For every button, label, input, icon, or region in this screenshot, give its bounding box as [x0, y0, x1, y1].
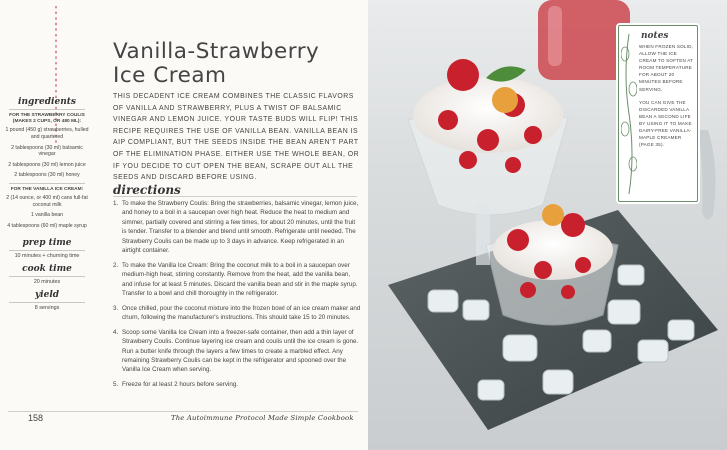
golden-berry-small [542, 204, 564, 226]
ingredient-item: 2 tablespoons (30 ml) honey [14, 172, 80, 179]
mint-leaf [486, 66, 526, 81]
step-number: 4. [113, 328, 119, 336]
step-text: Scoop some Vanilla Ice Cream into a freezer-safe container, then add a thin layer of Strawberry Coulis. Continue layering ice cream and coulis until the ice cream is gone. Run a butter knife through the layers a few times to create a marbled effect. Any remaining Strawberry Coulis can be kept in the refrigerator and spooned over the Vanilla Ice Cream when serving. [122, 328, 359, 374]
cook-time-value: 20 minutes [33, 278, 61, 285]
step-number: 3. [113, 304, 119, 312]
recipe-intro: THIS DECADENT ICE CREAM COMBINES THE CLASSIC FLAVORS OF VANILLA AND STRAWBERRY, PLUS A TWIST OF BALSAMIC VINEGAR AND LEMON JUICE. YOUR TASTE BUDS WILL FLIP! THIS RECIPE REQUIRES THE USE OF VANILLA BEAN. VANILLA BEAN IS AIP COMPLIANT, BUT THE SEEDS INSIDE THE BEAN AREN'T PART OF THE ELIMINATION PHASE. EITHER USE THE WHOLE BEAN, OR IF YOU DECIDE TO CUT OPEN THE BEAN, SCRAPE OUT ALL THE SEEDS AND DISCARD BEFORE USING. [113, 93, 360, 182]
cook-divider [9, 276, 85, 277]
recipe-title-line2: Ice Cream [113, 63, 227, 88]
jar-highlight [548, 6, 562, 66]
vine-icon [621, 34, 637, 194]
recipe-title [113, 40, 358, 88]
yield-label: yield [34, 289, 60, 300]
golden-berry [492, 87, 518, 113]
ingredient-item: 2 tablespoons (30 ml) balsamic vinegar [11, 144, 83, 158]
step-text: To make the Vanilla Ice Cream: Bring the coconut milk to a boil in a saucepan over medium-high heat, stirring constantly. Remove from the heat, add the vanilla bean, and infuse for at least 5 minutes. Discard the vanilla bean and stir in the maple syrup. Transfer to a bowl and chill thoroughly in the refrigerator. [122, 261, 358, 297]
direction-step [113, 328, 361, 375]
prep-time-value: 10 minutes + churning time [14, 252, 80, 259]
footer-divider [8, 411, 358, 412]
recipe-title-line1: Vanilla-Strawberry [113, 39, 320, 64]
ingredient-item: 2 (14 ounce, or 400 ml) cans full-fat coconut milk [6, 195, 88, 208]
ingredients-divider [9, 183, 85, 184]
glass-stem-large [476, 205, 490, 265]
directions-list [113, 199, 361, 395]
directions-heading: directions [113, 183, 181, 197]
ingredients-divider [9, 109, 85, 110]
icecream-subheading: FOR THE VANILLA ICE CREAM: [10, 186, 84, 192]
prep-divider [9, 250, 85, 251]
ingredients-heading: ingredients [18, 97, 76, 107]
notes-content [639, 43, 694, 154]
ingredient-item: 1 vanilla bean [30, 212, 63, 219]
notes-box [618, 25, 698, 202]
ingredient-item: 4 tablespoons (60 ml) maple syrup [7, 222, 87, 229]
ingredient-item: 2 tablespoons (30 ml) lemon juice [8, 161, 86, 168]
step-text: Freeze for at least 2 hours before serving. [122, 381, 239, 389]
page-number: 158 [28, 413, 44, 423]
ingredient-item: 1 pound (450 g) strawberries, hulled and quartered [5, 127, 89, 140]
direction-step [113, 199, 361, 255]
direction-step [113, 304, 361, 323]
ingredients-sidebar [3, 97, 91, 316]
yield-divider [9, 302, 85, 303]
direction-step [113, 261, 361, 299]
step-number: 1. [113, 200, 119, 207]
step-text: To make the Strawberry Coulis: Bring the strawberries, balsamic vinegar, lemon juice, and honey to a boil in a saucepan over high heat. Reduce the heat to medium and simmer, partially covered and stirring a few times, for about 20 minutes, until the fruit is tender. Transfer to a blender and blend until smooth. Refrigerate until needed. The Strawberry Coulis can be made up to 3 days in advance. Keep refrigerated in an airtight container. [122, 200, 359, 255]
step-text: Once chilled, pour the coconut mixture into the frozen bowl of an ice cream maker and churn, following the manufacturer's instructions. This should take 15 to 20 minutes. [122, 304, 361, 322]
direction-step [113, 380, 361, 389]
note-paragraph: WHEN FROZEN SOLID, ALLOW THE ICE CREAM TO SOFTEN AT ROOM TEMPERATURE FOR ABOUT 20 MINUTES BEFORE SERVING. [639, 44, 694, 92]
yield-value: 8 servings [34, 304, 60, 311]
directions-divider [113, 196, 357, 197]
ice-cream-scoop-small [493, 220, 613, 280]
cook-time-label: cook time [22, 263, 72, 274]
spoon-shape [698, 130, 716, 219]
running-title: The Autoimmune Protocol Made Simple Cookbook [171, 414, 354, 422]
notes-heading: notes [641, 31, 669, 41]
step-number: 2. [113, 261, 119, 269]
note-paragraph: YOU CAN GIVE THE DISCARDED VANILLA BEAN A SECOND LIFE BY USING IT TO MAKE DAIRY-FREE VANILLA-MAPLE CREAMER (PAGE 35). [639, 99, 692, 148]
prep-time-label: prep time [22, 237, 72, 248]
coulis-subheading: FOR THE STRAWBERRY COULIS (MAKES 2 CUPS, OR 480 ML): [9, 113, 85, 125]
step-number: 5. [113, 381, 119, 389]
